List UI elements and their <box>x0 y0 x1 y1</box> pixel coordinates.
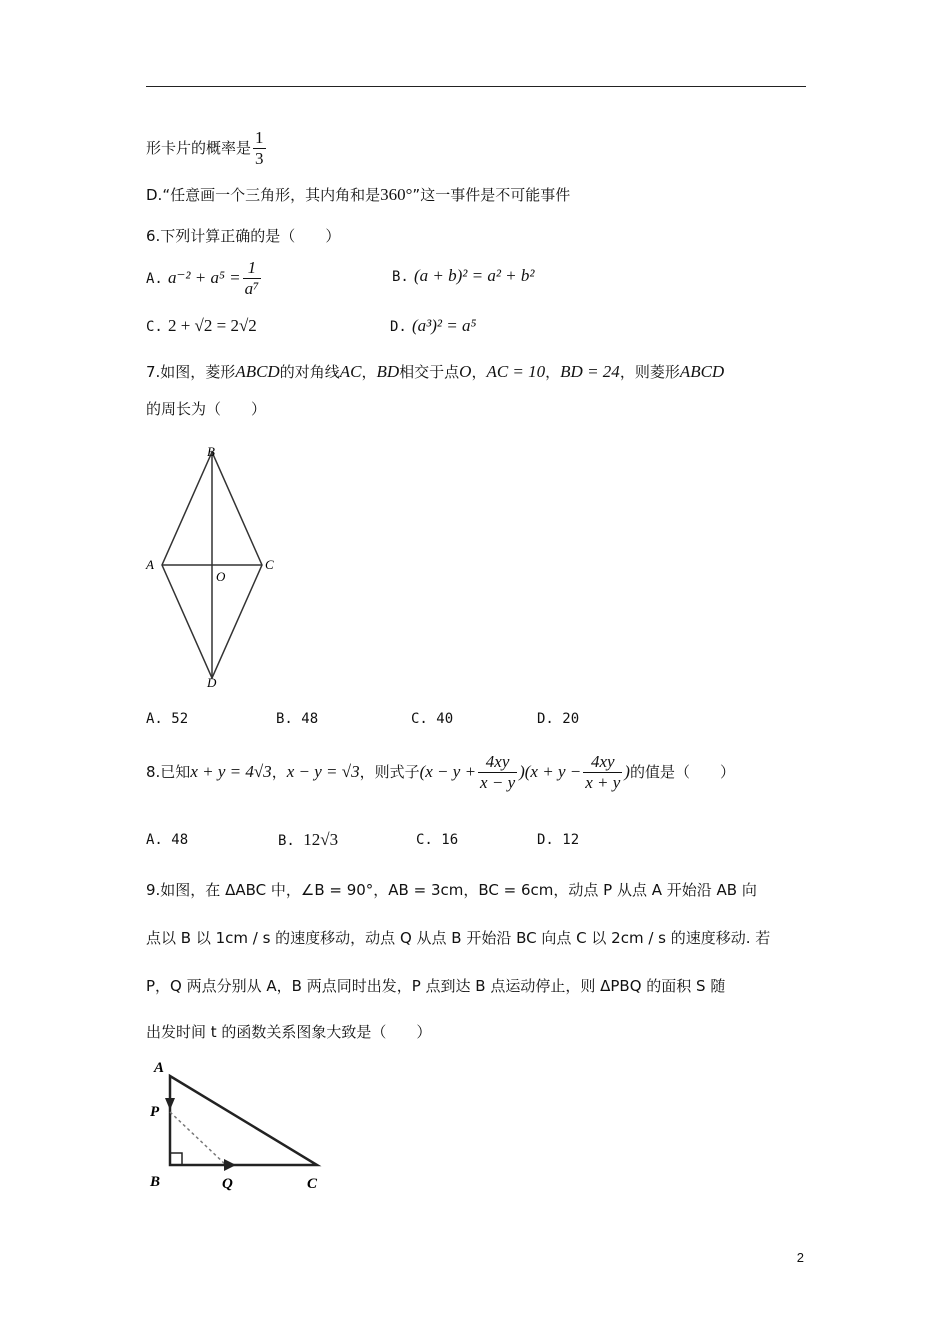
triangle-abc <box>170 1076 317 1165</box>
fraction: $\frac{1}{3}$ <box>255 128 264 168</box>
q7-option-a: A. 52 <box>146 711 189 727</box>
label-d: D <box>207 675 217 690</box>
q6-stem: 6.下列计算正确的是（ ） <box>146 227 341 245</box>
label-q: Q <box>222 1176 233 1192</box>
q9-line4: 出发时间 t 的函数关系图象大致是（ ） <box>146 1023 432 1041</box>
q8-option-b: B. 12√3 <box>278 830 339 849</box>
label-c: C <box>265 557 274 572</box>
header-rule <box>146 86 806 87</box>
page-number: 2 <box>796 1250 804 1265</box>
q7-stem-line2: 的周长为（ ） <box>146 400 267 418</box>
q6-option-c: C. 2 + √2 = 2√2 <box>146 316 257 335</box>
q7-stem: 7.如图，菱形ABCD的对角线AC，BD相交于点O，AC = 10，BD = 24，则菱形ABCD <box>146 362 725 381</box>
q7-option-d: D. 20 <box>537 711 580 727</box>
label-b: B <box>150 1174 161 1190</box>
q9-line3: P，Q 两点分别从 A，B 两点同时出发，P 点到达 B 点运动停止，则 ΔPBQ 的面积 S 随 <box>146 977 726 995</box>
q6-option-a: A. a⁻² + a⁵ = $\frac{1}{\text{a⁷}}$ <box>146 258 260 298</box>
segment-pq <box>170 1112 226 1165</box>
q6-option-b: B. (a + b)² = a² + b² <box>392 266 535 285</box>
prev-option-d: D.“任意画一个三角形，其内角和是360°”这一事件是不可能事件 <box>146 185 571 204</box>
continuation-line <box>146 128 268 169</box>
label-c: C <box>307 1176 318 1192</box>
q9-line1: 9.如图，在 ΔABC 中，∠B = 90°，AB = 3cm，BC = 6cm，动点 P 从点 A 开始沿 AB 向 <box>146 881 757 899</box>
right-angle-marker <box>170 1153 182 1165</box>
continuation-text: 形卡片的概率是 <box>146 139 252 157</box>
q6-option-d: D. (a³)² = a⁵ <box>390 316 477 335</box>
q8-option-a: A. 48 <box>146 832 189 848</box>
q8-option-d: D. 12 <box>537 832 580 848</box>
q9-line2: 点以 B 以 1cm / s 的速度移动，动点 Q 从点 B 开始沿 BC 向点 C 以 2cm / s 的速度移动. 若 <box>146 929 771 947</box>
arrow-q <box>224 1159 236 1171</box>
label-a: A <box>154 1060 165 1076</box>
label-o: O <box>216 569 226 584</box>
label-b: B <box>207 444 215 459</box>
rhombus-figure <box>140 440 290 690</box>
label-a: A <box>146 557 154 572</box>
q8-stem: 8.已知x + y = 4√3，x − y = √3，则式子(x − y + $\frac{4xy}{x - y}$ )(x + y − $\frac{4xy}{x + y}$ )的值是（ ） <box>146 752 735 792</box>
q7-option-b: B. 48 <box>276 711 319 727</box>
arrow-p <box>165 1098 175 1110</box>
q8-option-c: C. 16 <box>416 832 459 848</box>
q7-option-c: C. 40 <box>411 711 454 727</box>
triangle-figure <box>140 1052 340 1197</box>
label-p: P <box>150 1104 160 1120</box>
